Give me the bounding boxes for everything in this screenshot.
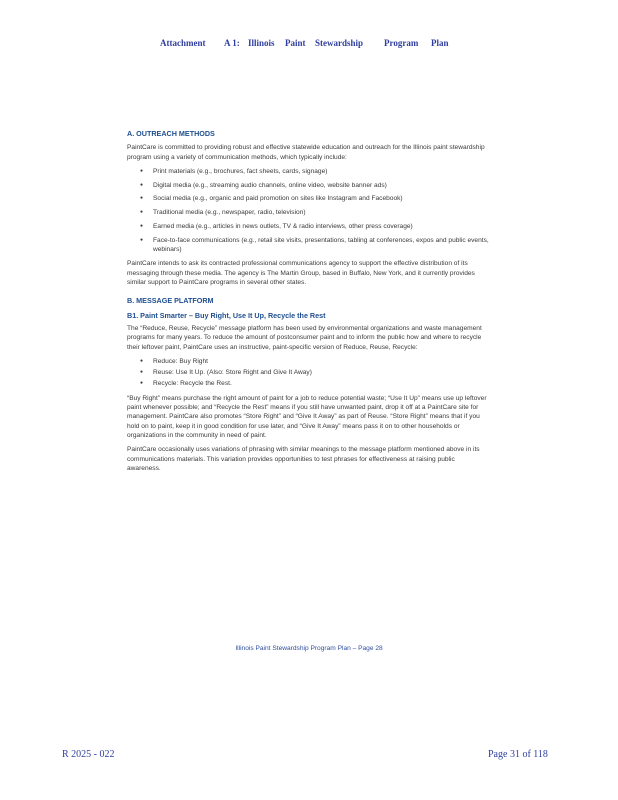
header-plan: Plan	[431, 38, 449, 48]
plan-page-footer: Illinois Paint Stewardship Program Plan – Page 28	[235, 645, 383, 652]
section-b-paragraph-3: PaintCare occasionally uses variations of phrasing with similar meanings to the message platform mentioned above in its communications materials. This variation provides opportunities to test phrases for effectiveness at raising public awareness.	[127, 446, 480, 472]
list-item: ● Reuse: Use It Up. (Also: Store Right and Give It Away)	[153, 368, 489, 377]
header-program: Program	[384, 38, 419, 48]
header-a1: A 1:	[224, 38, 240, 48]
list-item: ● Reduce: Buy Right	[153, 357, 489, 366]
document-body	[127, 129, 489, 478]
list-item: ● Traditional media (e.g., newspaper, radio, television)	[153, 208, 489, 217]
section-a-closing: PaintCare intends to ask its contracted professional communications agency to support the effective distribution of its messaging through these media. The agency is The Martin Group, based in Buffalo, New York, and it currently provides similar support to PaintCare programs in several other states.	[127, 260, 475, 287]
outreach-methods-list	[127, 167, 489, 255]
section-a-intro: PaintCare is committed to providing robust and effective statewide education and outreach for the Illinois paint stewardship program using a variety of communication methods, which typically include:	[127, 144, 485, 161]
header-paint: Paint	[285, 38, 306, 48]
list-item: ● Face-to-face communications (e.g., retail site visits, presentations, tabling at conferences, expos and public events, webinars)	[153, 236, 489, 255]
footer-page-number: Page 31 of 118	[488, 749, 548, 760]
message-platform-list	[127, 357, 489, 389]
section-b-paragraph-2: “Buy Right” means purchase the right amount of paint for a job to reduce potential waste; “Use It Up” means use up leftover paint whenever possible; and “Recycle the Rest” means if you still have unwanted paint, drop it off at a PaintCare site for management. PaintCare also promotes “Store Right” and “Give It Away” as part of Reuse. “Store Right” means that if you hold on to paint, keep it in good condition for use later, and “Give It Away” means pass it on to other households or organizations in the community in need of paint.	[127, 394, 487, 439]
list-item: ● Digital media (e.g., streaming audio channels, online video, website banner ads)	[153, 181, 489, 190]
header-illinois: Illinois	[248, 38, 275, 48]
section-b-heading: B. MESSAGE PLATFORM	[127, 296, 214, 306]
list-item: ● Recycle: Recycle the Rest.	[153, 379, 489, 388]
list-item: ● Social media (e.g., organic and paid promotion on sites like Instagram and Facebook)	[153, 194, 489, 203]
section-b1-heading: B1. Paint Smarter – Buy Right, Use It Up, Recycle the Rest	[127, 310, 326, 320]
section-b-intro: The “Reduce, Reuse, Recycle” message platform has been used by environmental organizations and waste management programs for many years. To reduce the amount of postconsumer paint and to inform the public how and where to recycle their leftover paint, PaintCare uses an instructive, paint-specific version of Reduce, Reuse, Recycle:	[127, 324, 482, 351]
footer-report-number: R 2025 - 022	[62, 749, 115, 760]
header-stewardship: Stewardship	[315, 38, 364, 48]
list-item: ● Print materials (e.g., brochures, fact sheets, cards, signage)	[153, 167, 489, 176]
page-header	[0, 38, 618, 52]
header-attachment: Attachment	[160, 38, 206, 48]
section-a-heading: A. OUTREACH METHODS	[127, 129, 215, 138]
list-item: ● Earned media (e.g., articles in news outlets, TV & radio interviews, other press coverage)	[153, 222, 489, 231]
